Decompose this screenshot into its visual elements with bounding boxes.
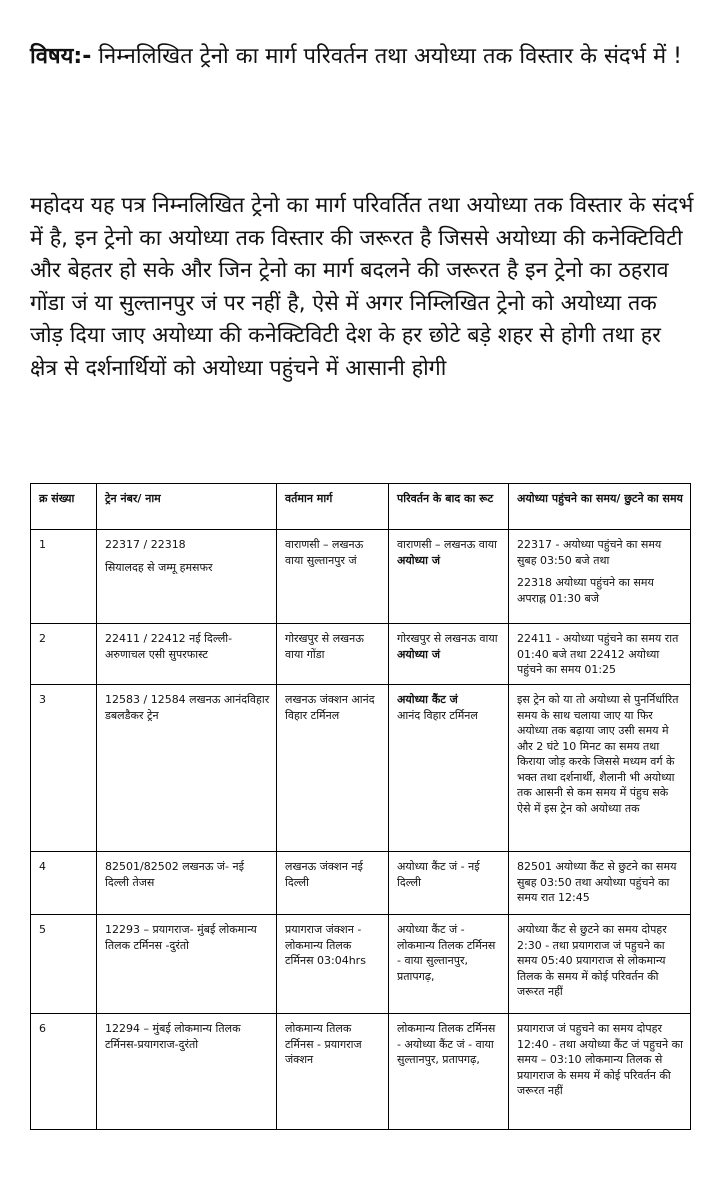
row-serial: 3 bbox=[31, 685, 97, 852]
row-current-route: लखनऊ जंक्शन नई दिल्ली bbox=[277, 852, 389, 915]
row-time: 82501 अयोध्या कैंट से छुटने का समय सुबह 03:50 तथा अयोध्या पहुंचने का समय रात 12:45 bbox=[509, 852, 691, 915]
row-train bbox=[97, 530, 277, 624]
time-line-1: 22317 - अयोध्या पहुंचने का समय सुबह 03:50 बजे तथा bbox=[517, 538, 662, 567]
row-current-route: लखनऊ जंक्शन आनंद विहार टर्मिनल bbox=[277, 685, 389, 852]
time-line-2: 22318 अयोध्या पहुंचने का समय अपराह्न 01:30 बजे bbox=[517, 576, 654, 605]
new-route-highlight: अयोध्या जं bbox=[397, 647, 440, 661]
row-current-route: लोकमान्य तिलक टर्मिनस - प्रयागराज जंक्शन bbox=[277, 1014, 389, 1130]
new-route-text: आनंद विहार टर्मिनल bbox=[397, 708, 478, 722]
new-route-text: वाराणसी – लखनऊ वाया bbox=[397, 538, 497, 551]
row-current-route: वाराणसी – लखनऊ वाया सुल्तानपुर जं bbox=[277, 530, 389, 624]
row-train: 12294 – मुंबई लोकमान्य तिलक टर्मिनस-प्रयागराज-दुरंतो bbox=[97, 1014, 277, 1130]
row-serial: 1 bbox=[31, 530, 97, 624]
subject-label: विषय:- bbox=[30, 44, 92, 69]
new-route-highlight: अयोध्या कैंट जं bbox=[397, 693, 458, 706]
row-time: प्रयागराज जं पहुचने का समय दोपहर 12:40 - तथा अयोध्या कैंट जं पहुचने का समय – 03:10 लोकमान्य तिलक से प्रयागराज के समय में कोई परिवर्तन की जरूरत नहीं bbox=[509, 1014, 691, 1130]
row-train: 82501/82502 लखनऊ जं- नई दिल्ली तेजस bbox=[97, 852, 277, 915]
row-time: इस ट्रेन को या तो अयोध्या से पुनर्निर्धारित समय के साथ चलाया जाए या फिर अयोध्या तक बढ़ाया जाए उसी समय मे और 2 घंटे 10 मिनट का समय तथा किराया जोड़ करके जिससे मध्यम वर्ग के भक्त तथा दर्शनार्थी, शैलानी भी अयोध्या तक आसनी से कम समय में पंहुच सके ऐसे में इस ट्रेन को अयोध्या तक bbox=[509, 685, 691, 852]
header-time: अयोध्या पहुंचने का समय/ छुटने का समय bbox=[509, 484, 691, 530]
row-new-route bbox=[389, 685, 509, 852]
header-serial: क्र संख्या bbox=[31, 484, 97, 530]
row-serial: 4 bbox=[31, 852, 97, 915]
row-new-route: अयोध्या कैंट जं - नई दिल्ली bbox=[389, 852, 509, 915]
row-new-route bbox=[389, 624, 509, 685]
new-route-highlight: अयोध्या जं bbox=[397, 553, 440, 567]
table-row bbox=[31, 685, 691, 852]
table-row bbox=[31, 852, 691, 915]
row-serial: 6 bbox=[31, 1014, 97, 1130]
table-row bbox=[31, 624, 691, 685]
table-header-row bbox=[31, 484, 691, 530]
train-number: 22317 / 22318 bbox=[105, 538, 186, 551]
header-new-route: परिवर्तन के बाद का रूट bbox=[389, 484, 509, 530]
header-current-route: वर्तमान मार्ग bbox=[277, 484, 389, 530]
table-row bbox=[31, 1014, 691, 1130]
row-serial: 5 bbox=[31, 915, 97, 1014]
row-train: 12293 – प्रयागराज- मुंबई लोकमान्य तिलक टर्मिनस -दुरंतो bbox=[97, 915, 277, 1014]
row-time: अयोध्या कैंट से छुटने का समय दोपहर 2:30 - तथा प्रयागराज जं पहुचने का समय 05:40 प्रयागराज से लोकमान्य तिलक के समय में कोई परिवर्तन की जरूरत नहीं bbox=[509, 915, 691, 1014]
row-new-route: लोकमान्य तिलक टर्मिनस - अयोध्या कैंट जं - वाया सुल्तानपुर, प्रतापगढ़, bbox=[389, 1014, 509, 1130]
row-new-route bbox=[389, 530, 509, 624]
new-route-text: गोरखपुर से लखनऊ वाया bbox=[397, 632, 498, 645]
trains-table bbox=[30, 483, 691, 1130]
row-time bbox=[509, 530, 691, 624]
row-current-route: प्रयागराज जंक्शन - लोकमान्य तिलक टर्मिनस 03:04hrs bbox=[277, 915, 389, 1014]
train-name: सियालदह से जम्मू हमसफर bbox=[105, 560, 213, 574]
row-time: 22411 - अयोध्या पहुंचने का समय रात 01:40 बजे तथा 22412 अयोध्या पहुंचने का समय 01:25 bbox=[509, 624, 691, 685]
table-row bbox=[31, 915, 691, 1014]
row-train: 12583 / 12584 लखनऊ आनंदविहार डबलडैकर ट्रेन bbox=[97, 685, 277, 852]
subject-text: निम्नलिखित ट्रेनो का मार्ग परिवर्तन तथा अयोध्या तक विस्तार के संदर्भ में ! bbox=[91, 44, 682, 69]
row-new-route: अयोध्या कैंट जं - लोकमान्य तिलक टर्मिनस - वाया सुल्तानपुर, प्रतापगढ़, bbox=[389, 915, 509, 1014]
letter-body: महोदय यह पत्र निम्नलिखित ट्रेनो का मार्ग परिवर्तित तथा अयोध्या तक विस्तार के संदर्भ में है, इन ट्रेनो का अयोध्या तक विस्तार की जरूरत है जिससे अयोध्या की कनेक्टिविटी और बेहतर हो सके और जिन ट्रेनो का मार्ग बदलने की जरूरत है इन ट्रेनो का ठहराव गोंडा जं या सुल्तानपुर जं पर नहीं है, ऐसे में अगर निम्लिखित ट्रेनो को अयोध्या तक जोड़ दिया जाए अयोध्या की कनेक्टिविटी देश के हर छोटे बड़े शहर से होगी तथा हर क्षेत्र से दर्शनार्थियों को अयोध्या पहुंचने में आसानी होगी bbox=[30, 193, 694, 381]
table-row bbox=[31, 530, 691, 624]
header-train: ट्रेन नंबर/ नाम bbox=[97, 484, 277, 530]
subject-line bbox=[30, 40, 695, 73]
row-current-route: गोरखपुर से लखनऊ वाया गोंडा bbox=[277, 624, 389, 685]
row-train: 22411 / 22412 नई दिल्ली-अरुणाचल एसी सुपरफास्ट bbox=[97, 624, 277, 685]
row-serial: 2 bbox=[31, 624, 97, 685]
